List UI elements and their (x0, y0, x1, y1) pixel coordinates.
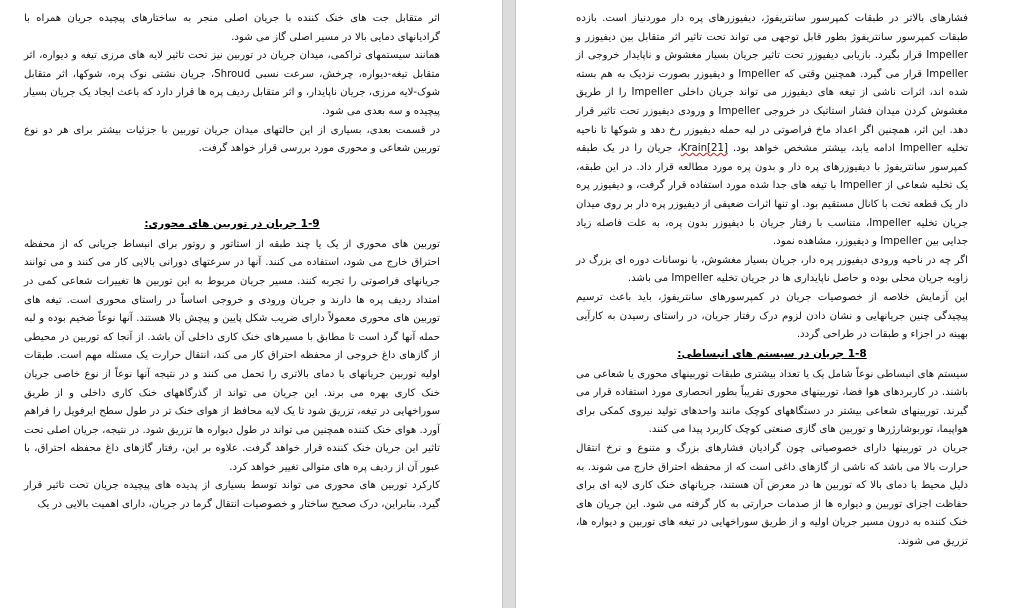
section-heading: 1-9 جریان در توربین های محوری: (144, 217, 320, 230)
spacer (24, 159, 440, 215)
paragraph: کارکرد توربین های محوری می تواند توسط بسیاری از پدیده های پیچیده جریان تحت تاثیر قرار گیرد. بنابراین، درک صحیح ساختار و خصوصیات انتقال گرما در جریان، دارای اهمیت بالایی در یک (24, 480, 440, 511)
paragraph: این آزمایش خلاصه از خصوصیات جریان در کمپرسورهای سانتریفوژ، باید باعث ترسیم پیچیدگی چنین جریانهایی و نشان دادن لزوم درک رفتار جریان، در راستای رسیدن به کارآیی بهینه در اجزاء و طبقات در طراحی گردد. (576, 291, 968, 341)
right-page (516, 0, 1010, 608)
paragraph-text: فشارهای بالاتر در طبقات کمپرسور سانتریفوژ، دیفیوزرهای پره دار موردنیاز است. بازده طبقات کمپرسور سانتریفوژ بطور قابل توجهی می تواند تحت تاثیر اثر متقابل بین دیفیوزر و Impeller قرار بگیرد. بازیابی دیفیوزر تحت تاثیر جریان بسیار مغشوش و ناپایدار خروجی از Impeller قرار می گیرد. همچنین وقتی که Impeller و دیفیوزر بصورت نزدیک به هم بسته شده اند، اثرات ناشی از تیغه های دیفیوزر می تواند جریان داخلی Impeller را از طریق مغشوش کردن میدان فشار استاتیک در خروجی Impeller و ورودی دیفیوزر تحت تاثیر قرار دهد. این اثر، همچنین اگر اعداد ماخ فراصوتی در لبه حمله دیفیوزر رخ دهد و شوکها تا ناحیه تخلیه Impeller ادامه یابد، بیشتر مشخص خواهد بود. (576, 13, 968, 155)
left-page (0, 0, 502, 608)
paragraph: در قسمت بعدی، بسیاری از این حالتهای میدان جریان توربین با جزئیات بیشتر برای هر دو نوع توربین شعاعی و محوری مورد بررسی قرار خواهد گرفت. (24, 124, 440, 155)
paragraph: توربین های محوری از یک یا چند طبقه از استاتور و روتور برای انبساط جریانی که از محفظه احتراق خارج می شود، استفاده می کنند. آنها در سرعتهای دورانی بالایی کار می کنند و می توانند جریانهای فراصوتی را تجربه کنند. مسیر جریان مربوط به این توربین ها تغییرات شعاعی کمی در امتداد ردیف پره ها دارند و جریان ورودی و خروجی اساساً در راستای محوری است. تیغه های توربین های محوری معمولاً دارای ضریب شکل پایین و پیچش بالا هستند. آنها نوعاً ضخیم بوده و لبه حمله آنها گرد است تا مطابق با مسیرهای خنک کاری داخلی آن باشد. از آنجا که توربین در محیطی از گازهای داغ خروجی از محفظه احتراق کار می کند، انتقال حرارت یک مسئله مهم است. طبقات اولیه توربین جریانهای با دمای بالاتری را تحمل می کنند و در نتیجه آنها نوعاً از نوع خاصی جریان خنک کاری بهره می برند. این جریان می تواند از گذرگاههای خنک کاری داخلی و از طریق سوراخهایی در تیغه، تزریق شود تا یک لایه محافظ از هوای خنک تر در طول سطح ایرفویل را فراهم آورد. هوای خنک کننده همچنین می تواند در طول دیواره ها تزریق شود. در نتیجه، جریان اصلی تحت تاثیر این جریان خنک کننده قرار خواهد گرفت. علاوه بر این، رفتار گازهای داغ محفظه احتراق، با عبور آن از ردیف پره های متوالی تغییر خواهد کرد. (24, 238, 440, 473)
paragraph: همانند سیستمهای تراکمی، میدان جریان در توربین نیز تحت تاثیر لایه های مرزی تیغه و دیواره، اثر متقابل تیغه-دیواره، چرخش، سرعت نسبی Shroud، جریان نشتی نوک پره، شوکها، اثر متقابل شوک-لایه مرزی، جریان ناپایدار، و اثر متقابل ردیف پره ها قرار دارد که باعث ایجاد یک جریان بسیار پیچیده و سه بعدی می شود. (24, 50, 440, 117)
paragraph: اگر چه در ناحیه ورودی دیفیوزر پره دار، جریان بسیار مغشوش، با نوسانات دوره ای بزرگ در زاویه جریان محلی بوده و حاصل ناپایداری ها در جریان تخلیه Impeller می باشد. (576, 254, 968, 285)
paragraph (576, 10, 968, 252)
section-heading: 1-8 جریان در سیستم های انبساطی: (677, 347, 867, 360)
paragraph: اثر متقابل جت های خنک کننده با جریان اصلی منجر به ساختارهای پیچیده جریان همراه با گرادیانهای دمایی بالا در مسیر اصلی گاز می شود. (24, 13, 440, 43)
page-gutter (502, 0, 516, 608)
paragraph: سیستم های انبساطی نوعاً شامل یک یا تعداد بیشتری طبقات توربینهای محوری یا شعاعی می باشند. در کاربردهای هوا فضا، توربینهای محوری تقریباً بطور انحصاری مورد استفاده قرار می گیرند. توربینهای شعاعی بیشتر در دستگاههای کوچک مانند واحدهای تولید نیروی کمکی برای هواپیما، توربوشارژرها و توربین های گازی صنعتی کوچک کاربرد پیدا می کنند. (576, 368, 968, 436)
paragraph-text: ، جریان را در یک طبقه کمپرسور سانتریفوژ با دیفیوزرهای پره دار و بدون پره مورد مطالعه قرار داد. در این طبقه، یک تخلیه شعاعی از Impeller با تیغه های جدا شده مورد استفاده قرار گرفت، و دیفیوزر پره دار یک قطعه تخت با کانال مستقیم بود. او تنها اثرات ضعیفی از دیفیوزر پره دار بر روی میدان جریان تخلیه Impeller، متناسب با رفتار جریان با دیفیوزر بدون پره، به علت فاصله زیاد جدایی بین Impeller و دیفیوزر، مشاهده نمود. (576, 143, 968, 248)
paragraph: جریان در توربینها دارای خصوصیاتی چون گرادیان فشارهای بزرگ و متنوع و نرخ انتقال حرارت بالا می باشد که ناشی از گازهای داغی است که از محفظه احتراق خارج می شوند. به دلیل محیط با دمای بالا که توربین ها در معرض آن هستند، جریانهای خنک کاری لایه ای برای حفاظت اجزای توربین و دیواره ها از صدمات حرارتی به کار گرفته می شود. این جریان های خنک کننده به درون مسیر جریان اولیه و از طریق سوراخهایی در تیغه های توربین و دیواره ها، تزریق می شوند. (576, 443, 968, 548)
citation-reference: Krain[21] (680, 143, 728, 155)
